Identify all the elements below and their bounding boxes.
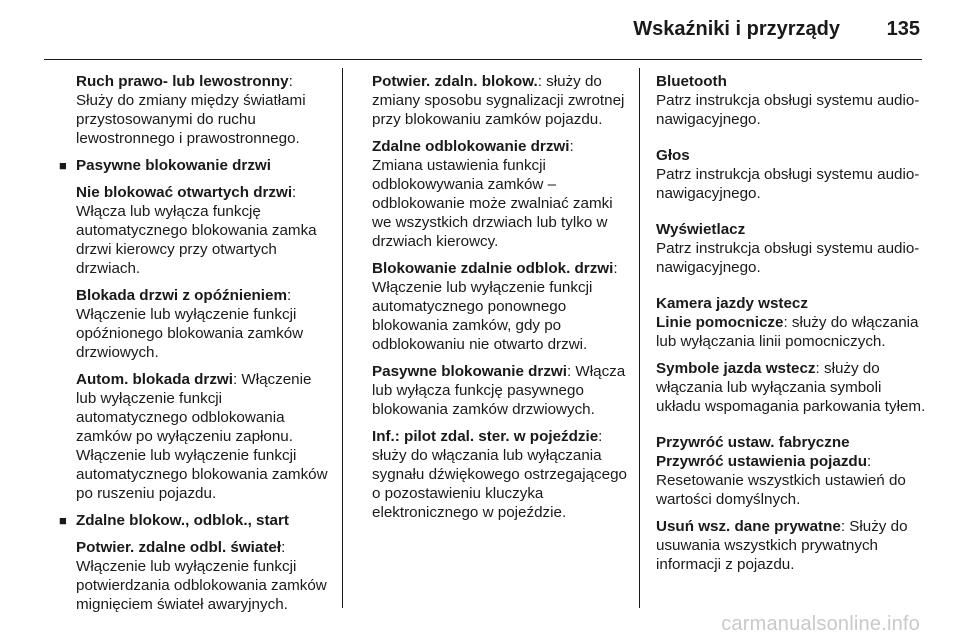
bullet-heading [58,511,328,530]
bullet-heading-label: Pasywne blokowanie drzwi [76,157,271,174]
section-display [656,220,928,277]
column-1 [58,72,328,622]
setting-text: : służy do zmiany sposobu sygnalizacji zwrotnej przy blokowaniu zamków pojazdu. [372,73,625,128]
setting-text: : służy do włączania lub wyłączania linii pomocniczych. [656,314,919,350]
setting-text: : Włączenie lub wyłączenie funkcji opóźnionego blokowania zamków drzwiowych. [76,287,304,361]
setting-term: Pasywne blokowanie drzwi [372,363,567,380]
section-text: Patrz instrukcja obsługi systemu audio-nawigacyjnego. [656,92,920,128]
setting-text: : Służy do zmiany między światłami przystosowanymi do ruchu lewostronnego i prawostronnego. [76,73,306,147]
setting-term: Potwier. zdaln. blokow. [372,73,538,90]
paragraph [58,72,328,148]
column-3 [656,72,928,591]
setting-term: Usuń wsz. dane prywatne [656,518,841,535]
section-heading: Wyświetlacz [656,221,746,238]
paragraph [372,362,628,419]
watermark: carmanualsonline.info [721,613,920,635]
setting-term: Inf.: pilot zdal. ster. w pojeździe [372,428,599,445]
section-heading: Bluetooth [656,73,727,90]
paragraph [656,517,928,574]
paragraph [372,427,628,522]
setting-term: Ruch prawo- lub lewostronny [76,73,289,90]
column-divider-2 [639,68,640,608]
setting-term: Symbole jazda wstecz [656,360,816,377]
setting-term: Zdalne odblokowanie drzwi [372,138,570,155]
paragraph [58,370,328,503]
setting-term: Potwier. zdalne odbl. świateł [76,539,282,556]
setting-term: Nie blokować otwartych drzwi [76,184,293,201]
section-camera [656,294,928,416]
setting-term: Blokada drzwi z opóźnieniem [76,287,287,304]
setting-text: : służy do włączania lub wyłączania sygnału dźwiękowego ostrzegającego o pozostawieniu kluczyka elektronicznego w pojeździe. [372,428,627,521]
setting-text: : Włącza lub wyłącza funkcję pasywnego blokowania zamków drzwiowych. [372,363,626,418]
paragraph [372,259,628,354]
paragraph [58,286,328,362]
section-heading: Przywróć ustaw. fabryczne [656,434,850,451]
setting-term: Linie pomocnicze [656,314,784,331]
setting-text: : służy do włączania lub wyłączania symboli układu wspomagania parkowania tyłem. [656,360,926,415]
bullet-heading-label: Zdalne blokow., odblok., start [76,512,289,529]
paragraph [656,313,928,351]
setting-text: : Zmiana ustawienia funkcji odblokowywania zamków – odblokowanie może zwalniać zamki we wszystkich drzwiach lub tylko w drzwiach kierowcy. [372,138,613,250]
paragraph [656,452,928,509]
column-divider-1 [342,68,343,608]
column-2 [372,72,628,530]
header-divider [44,59,922,60]
paragraph [58,183,328,278]
paragraph [58,538,328,614]
setting-text: : Włączenie lub wyłączenie funkcji automatycznego odblokowania zamków po wyłączeniu zapłonu. Włączenie lub wyłączenie funkcji automatycznego blokowania zamków po ruszeniu pojazdu. [76,371,328,502]
setting-text: : Włączenie lub wyłączenie funkcji automatycznego ponownego blokowania zamków, gdy po odblokowaniu nie otwarto drzwi. [372,260,618,353]
setting-term: Blokowanie zdalnie odblok. drzwi [372,260,614,277]
section-text: Patrz instrukcja obsługi systemu audio-nawigacyjnego. [656,166,920,202]
section-factory-reset [656,433,928,574]
section-bluetooth [656,72,928,129]
square-bullet-icon: ■ [59,513,67,528]
setting-text: : Włączenie lub wyłączenie funkcji potwierdzania odblokowania zamków mignięciem świateł awaryjnych. [76,539,327,613]
section-heading: Kamera jazdy wstecz [656,295,808,312]
bullet-heading [58,156,328,175]
paragraph [372,137,628,251]
section-glos [656,146,928,203]
page-header [0,0,960,58]
page-title: Wskaźniki i przyrządy [633,18,840,40]
setting-text: : Służy do usuwania wszystkich prywatnych informacji z pojazdu. [656,518,908,573]
square-bullet-icon: ■ [59,158,67,173]
section-text: Patrz instrukcja obsługi systemu audio-nawigacyjnego. [656,240,920,276]
section-heading: Głos [656,147,690,164]
setting-term: Autom. blokada drzwi [76,371,233,388]
setting-text: : Włącza lub wyłącza funkcję automatycznego blokowania zamka drzwi kierowcy przy otwartych drzwiach. [76,184,317,277]
page-number: 135 [886,18,920,40]
paragraph [372,72,628,129]
paragraph [656,359,928,416]
setting-term: Przywróć ustawienia pojazdu [656,453,867,470]
setting-text: : Resetowanie wszystkich ustawień do wartości domyślnych. [656,453,906,508]
